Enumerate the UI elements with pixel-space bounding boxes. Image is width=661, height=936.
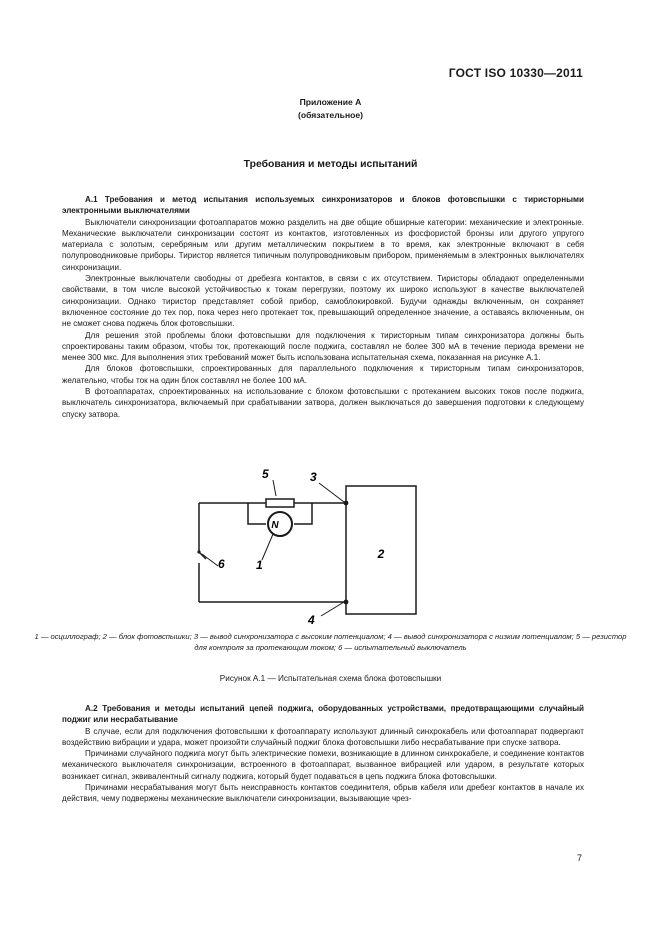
- leader-3: [319, 483, 344, 502]
- leader-4: [321, 602, 344, 616]
- test-circuit-diagram: [180, 462, 420, 627]
- legend-text: — испытательный выключатель: [342, 643, 467, 652]
- label-5: 5: [262, 467, 269, 481]
- figure-legend: [28, 631, 633, 653]
- wire-meter-left: [248, 503, 266, 524]
- page-number: 7: [576, 853, 582, 863]
- legend-num: 4: [387, 632, 392, 641]
- legend-num: 2: [102, 632, 107, 641]
- legend-text: — резистор для контроля за протекающим током;: [194, 632, 627, 652]
- standard-designation: ГОСТ ISO 10330—2011: [448, 66, 583, 80]
- main-title: Требования и методы испытаний: [243, 159, 418, 170]
- paragraph: В фотоаппаратах, спроектированных на использование с блоком фотовспышки с протеканием высоких токов после поджига, выключатель синхронизатора, включаемый при срабатывании затвора, должен выключаться до завершения подготовки к следующему спуску затвора.: [62, 387, 584, 419]
- figure-title: Рисунок А.1 — Испытательная схема блока фотовспышки: [219, 674, 442, 683]
- leader-5: [273, 480, 276, 496]
- annex-status: (обязательное): [297, 110, 364, 120]
- paragraph: Выключатели синхронизации фотоаппаратов можно разделить на две общие обширные категории: механические и электронные. Механические выключатели синхронизации состоят из контактов, изготовленных из фосфористой бронзы или другого упругого материала с золотым, серебряным или другим металлическим покрытием в то время, как электронные включают в себя полупроводниковые приборы. Тиристор является типичным полупроводниковым прибором, применяемым в электронных выключателях синхронизации.: [62, 217, 584, 272]
- legend-text: — вывод синхронизатора с низким потенциалом;: [391, 632, 576, 641]
- section-a2-heading: А.2 Требования и методы испытаний цепей поджига, оборудованных устройствами, предотвращающими случайный поджиг или несрабатывание: [62, 704, 584, 725]
- label-6: 6: [218, 557, 225, 571]
- paragraph: Для решения этой проблемы блоки фотовспышки для подключения к тиристорным типам синхронизатора должны быть спроектированы таким образом, чтобы ток, протекающий после поджига, составлял не более 300 мА в течение периода времени не менее 300 мкс. Для выполнения этих требований может быть использована испытательная схема, показанная на рисунке А.1.: [62, 330, 584, 363]
- legend-num: 5: [575, 632, 581, 641]
- legend-text: — вывод синхронизатора с высоким потенциалом;: [198, 632, 388, 641]
- legend-text: — осциллограф;: [38, 632, 103, 641]
- section-a1-heading: А.1 Требования и метод испытания используемых синхронизаторов и блоков фотовспышки с тиристорными электронными выключателями: [62, 195, 584, 216]
- paragraph: В случае, если для подключения фотовспышки к фотоаппарату используют длинный синхрокабель или фотоаппарат подвергают воздействию вибрации и удара, может произойти случайный поджиг блока фотовспышки либо несрабатывание при спуске затвора.: [62, 726, 584, 747]
- paragraph: Для блоков фотовспышки, спроектированных для параллельного подключения к тиристорным типам синхронизаторов, желательно, чтобы ток на один блок составлял не более 100 мА.: [62, 364, 584, 385]
- label-3: 3: [310, 470, 317, 484]
- label-4: 4: [308, 613, 315, 627]
- label-2: 2: [377, 547, 385, 561]
- oscilloscope-label: N: [271, 520, 279, 531]
- legend-num: 3: [193, 632, 199, 641]
- paragraph: Электронные выключатели свободны от дребезга контактов, в связи с их отсутствием. Тиристоры обладают определенными свойствами, в том числе высокой устойчивостью к токам перегрузки, поэтому их широко используют в качестве выключателей синхронизации. Однако тиристор представляет собой прибор, самоблокировкой. Будучи однажды включенным, он сохраняет включенное состояние до тех пор, пока через него протекает ток, превышающий определенное значение, а оставаясь включенным, он не сможет снова поджечь блок фотовспышки.: [62, 274, 584, 329]
- legend-text: — блок фотовспышки;: [106, 632, 194, 641]
- resistor-symbol: [266, 499, 294, 507]
- low-terminal-dot: [344, 600, 349, 605]
- leader-6: [202, 554, 218, 566]
- legend-num: 1: [34, 632, 39, 641]
- leader-1: [262, 534, 273, 560]
- label-1: 1: [256, 558, 263, 572]
- high-terminal-dot: [344, 501, 349, 506]
- annex-title: Приложение А: [299, 97, 362, 107]
- section-a1: [62, 194, 584, 420]
- paragraph: Причинами несрабатывания могут быть неисправность контактов соединителя, обрыв кабеля или дребезг контактов в начале их действия, чему подвержены механические выключатели синхронизации, вызывающие чрез-: [62, 783, 584, 804]
- legend-num: 6: [338, 643, 343, 652]
- paragraph: Причинами случайного поджига могут быть электрические помехи, возникающие в длинном синхрокабеле, и соединение контактов механического выключателя синхронизации, встроенного в фотоаппарат, вызванное вибрацией или ударом, в результате которых возникает сигнал, эквивалентный сигналу поджига, который будет подаваться в цепь поджига блока фотовспышки.: [62, 749, 584, 781]
- wire-meter-right: [294, 503, 312, 524]
- section-a2: [62, 703, 584, 805]
- switch-pivot-dot: [197, 550, 200, 553]
